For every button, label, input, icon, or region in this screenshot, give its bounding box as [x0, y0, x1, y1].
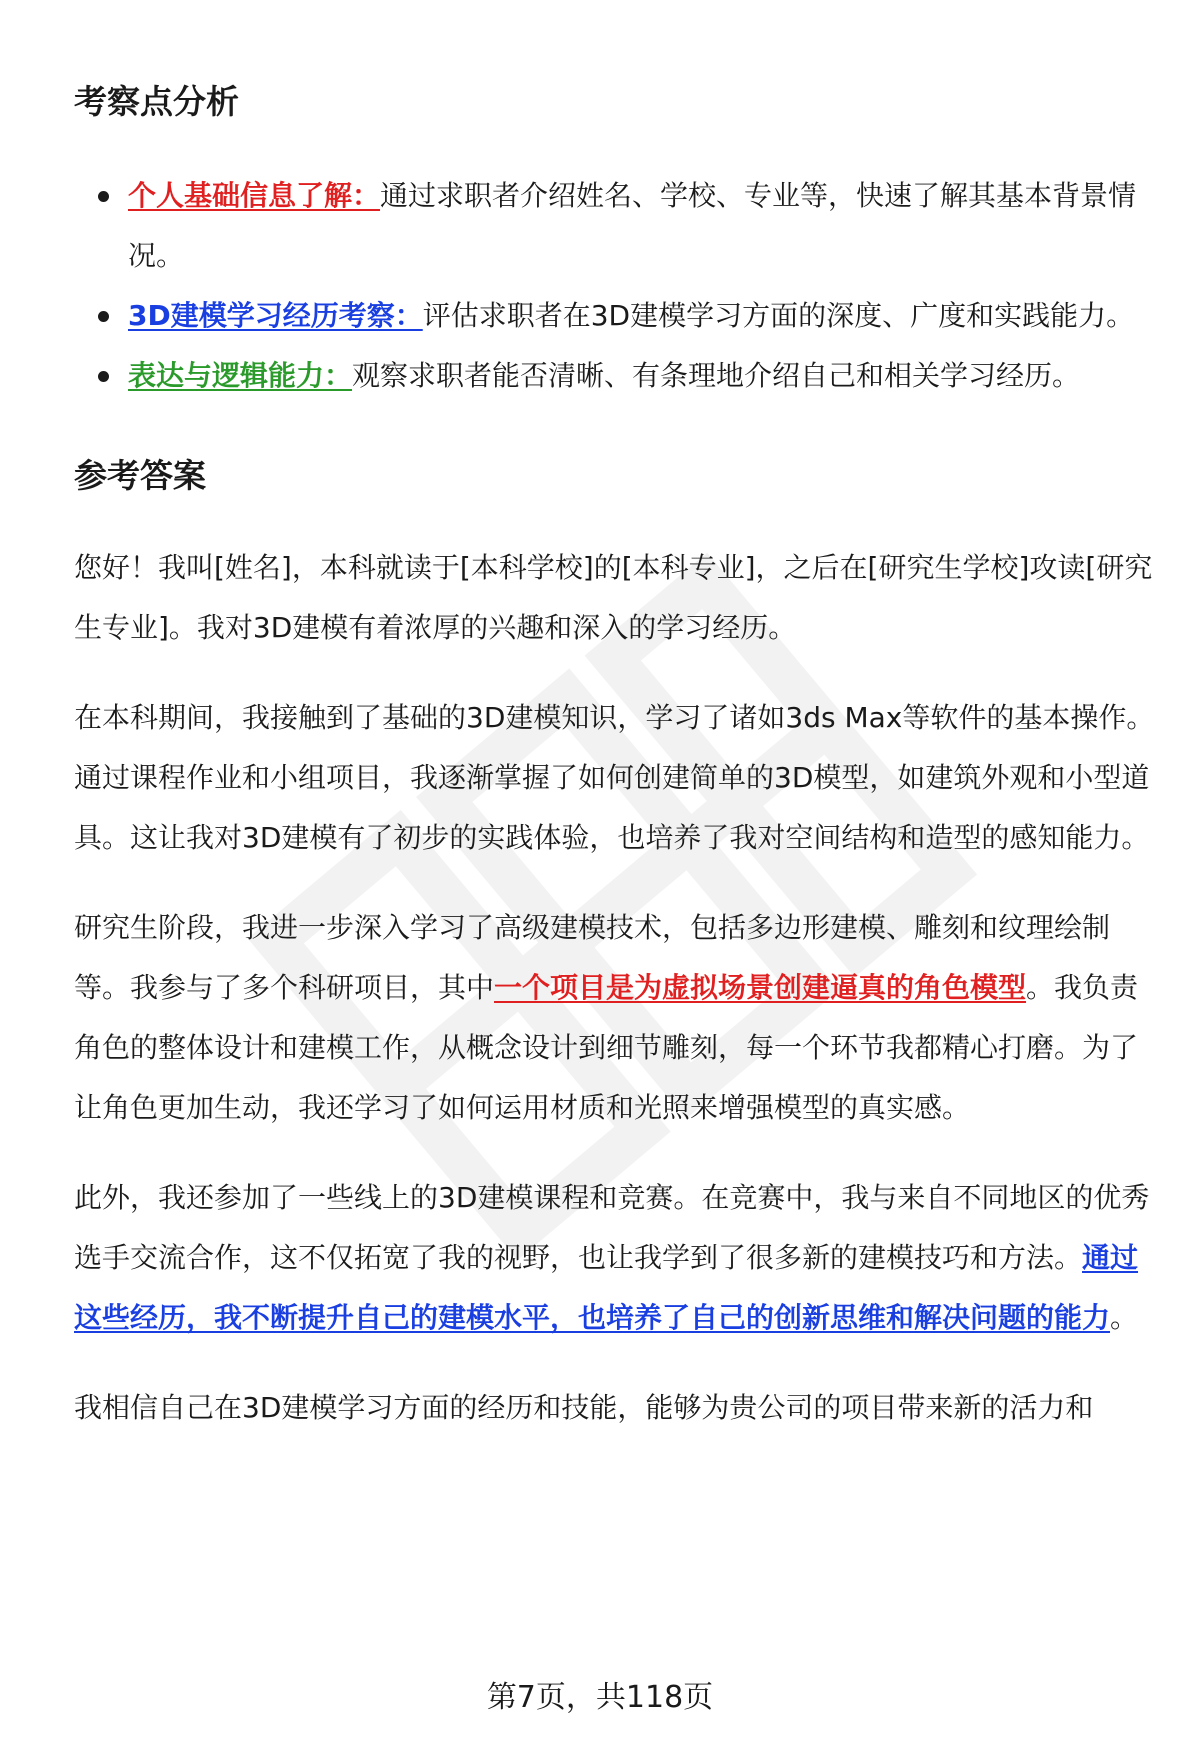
answer-paragraph-3 — [74, 898, 1159, 1138]
list-item-text: 评估求职者在3D建模学习方面的深度、广度和实践能力。 — [422, 299, 1135, 332]
answer-paragraph-4 — [74, 1168, 1159, 1348]
document-content — [74, 62, 1159, 1438]
paragraph-text: 。我负责角色的整体设计和建模工作，从概念设计到细节雕刻，每一个环节我都精心打磨。为了让角色更加生动，我还学习了如何运用材质和光照来增强模型的真实感。 — [74, 971, 1139, 1124]
highlight-project: 一个项目是为虚拟场景创建逼真的角色模型 — [494, 971, 1027, 1004]
section-title-answer: 参考答案 — [74, 456, 206, 495]
bullet-icon — [98, 311, 109, 322]
list-item — [74, 286, 1159, 346]
analysis-list — [74, 166, 1159, 406]
answer-paragraph-2: 在本科期间，我接触到了基础的3D建模知识，学习了诸如3ds Max等软件的基本操作。通过课程作业和小组项目，我逐渐掌握了如何创建简单的3D模型，如建筑外观和小型道具。这让我对3D建模有了初步的实践体验，也培养了我对空间结构和造型的感知能力。 — [74, 701, 1155, 854]
paragraph-text: 研究生阶段，我进一步深入学习了高级建模技术，包括多边形建模、雕刻和纹理绘制等。我参与了多个科研项目，其中 — [74, 911, 1111, 1004]
keyword-personal-info: 个人基础信息了解： — [128, 179, 381, 212]
keyword-3d-experience: 3D建模学习经历考察： — [128, 299, 423, 332]
highlight-growth: 通过这些经历，我不断提升自己的建模水平，也培养了自己的创新思维和解决问题的能力 — [74, 1241, 1139, 1334]
paragraph-text: 此外，我还参加了一些线上的3D建模课程和竞赛。在竞赛中，我与来自不同地区的优秀选手交流合作，这不仅拓宽了我的视野，也让我学到了很多新的建模技巧和方法。 — [74, 1181, 1150, 1274]
bullet-icon — [98, 371, 109, 382]
list-item-text: 观察求职者能否清晰、有条理地介绍自己和相关学习经历。 — [352, 359, 1081, 392]
list-item — [74, 166, 1159, 286]
paragraph-text: 。 — [1110, 1301, 1139, 1334]
bullet-icon — [98, 191, 109, 202]
list-item — [74, 346, 1159, 406]
page-number: 第7页，共118页 — [486, 1680, 714, 1715]
answer-paragraph-1: 您好！我叫[姓名]，本科就读于[本科学校]的[本科专业]，之后在[研究生学校]攻读[研究生专业]。我对3D建模有着浓厚的兴趣和深入的学习经历。 — [74, 551, 1153, 644]
section-title-analysis: 考察点分析 — [74, 82, 239, 121]
list-item-text: 通过求职者介绍姓名、学校、专业等，快速了解其基本背景情况。 — [128, 179, 1137, 272]
keyword-expression-logic: 表达与逻辑能力： — [128, 359, 353, 392]
answer-paragraph-5: 我相信自己在3D建模学习方面的经历和技能，能够为贵公司的项目带来新的活力和 — [74, 1391, 1094, 1424]
